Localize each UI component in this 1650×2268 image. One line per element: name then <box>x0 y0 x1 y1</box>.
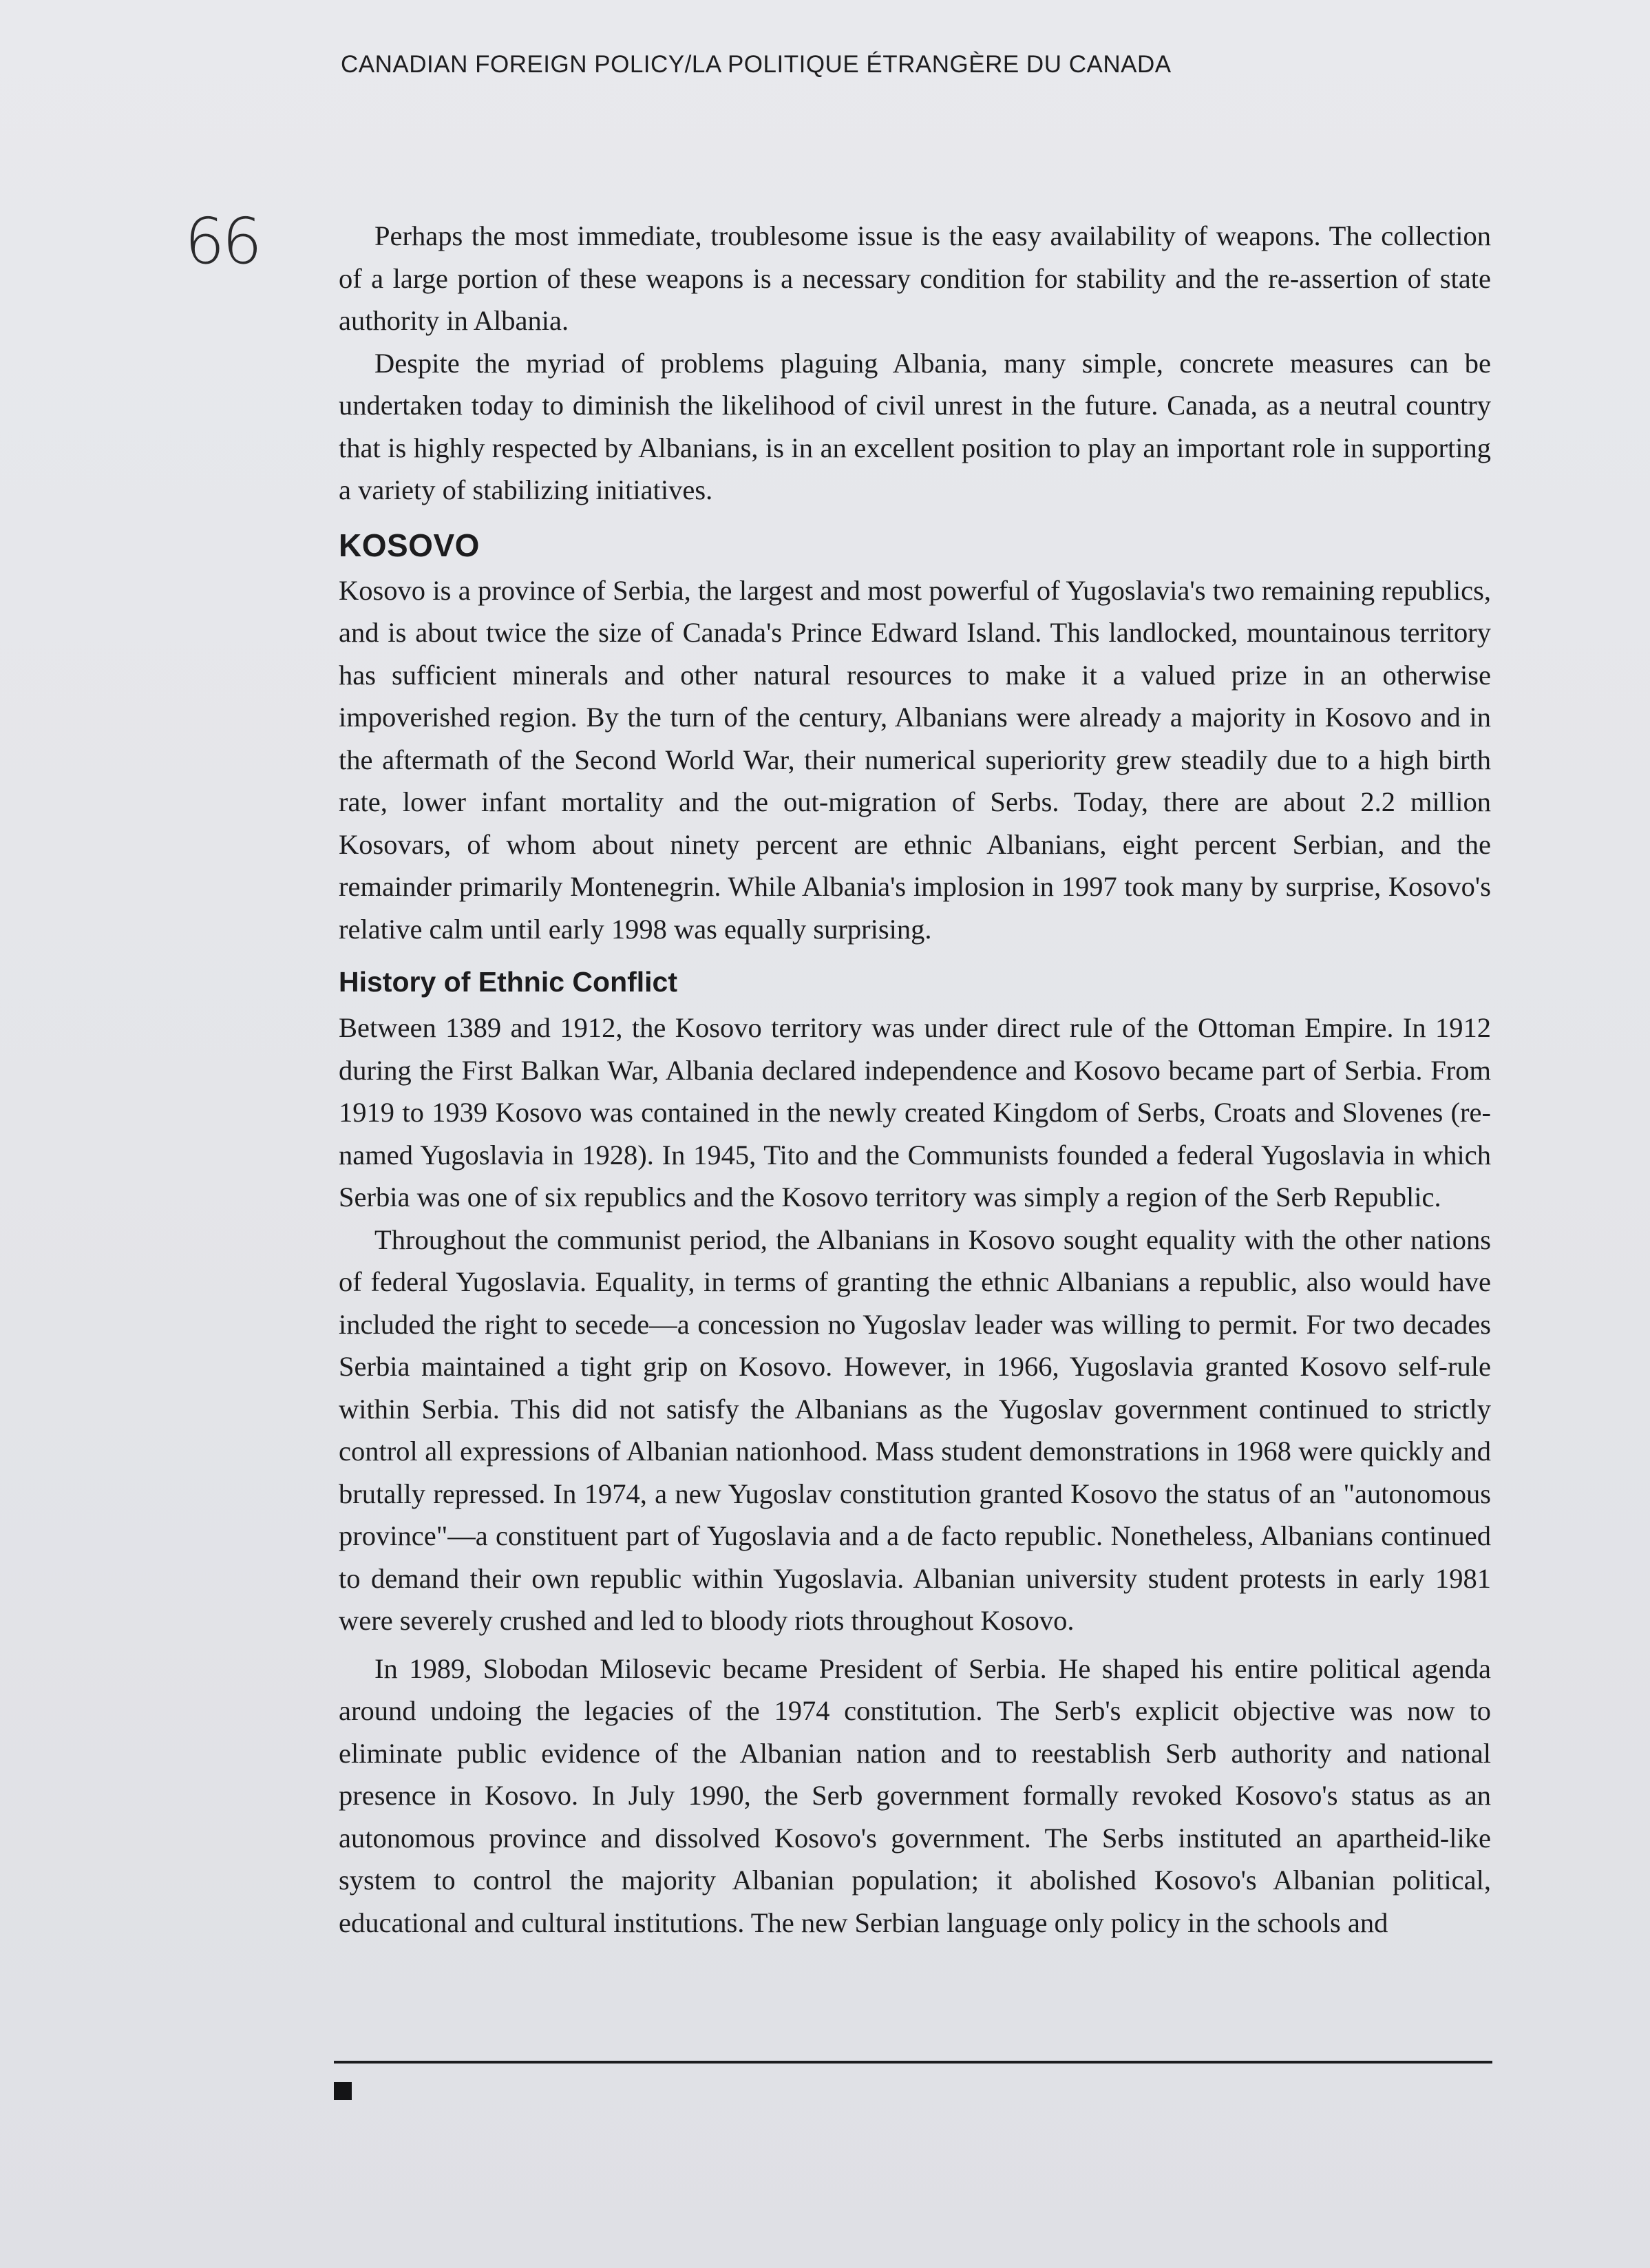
page-number: 66 <box>184 204 260 278</box>
paragraph: Kosovo is a province of Serbia, the largest and most powerful of Yugoslavia's two remaining republics, and is about twice the size of Canada's Prince Edward Island. This landlocked, mountainous territory has sufficient minerals and other natural resources to make it a valued prize in an otherwise impoverished region. By the turn of the century, Albanians were already a majority in Kosovo and in the aftermath of the Second World War, their numerical superiority grew steadily due to a high birth rate, lower infant mortality and the out-migration of Serbs. Today, there are about 2.2 million Kosovars, of whom about ninety percent are ethnic Albanians, eight percent Serbian, and the remainder primarily Montenegrin. While Albania's implosion in 1997 took many by surprise, Kosovo's relative calm until early 1998 was equally surprising. <box>339 574 1491 945</box>
paragraph: Despite the myriad of problems plaguing Albania, many simple, concrete measures can be undertaken today to diminish the likelihood of civil unrest in the future. Canada, as a neutral country that is highly respected by Albanians, is in an excellent position to play an important role in supporting a variety of stabilizing initiatives. <box>339 347 1491 505</box>
show-through-text <box>227 324 234 356</box>
footer-rule <box>334 2061 1492 2064</box>
body-text <box>339 215 1491 1944</box>
paragraph: Throughout the communist period, the Albanians in Kosovo sought equality with the other nations of federal Yugoslavia. Equality, in terms of granting the ethnic Albanians a republic, also would have included the right to secede—a concession no Yugoslav leader was willing to permit. For two decades Serbia maintained a tight grip on Kosovo. However, in 1966, Yugoslavia granted Kosovo self-rule within Serbia. This did not satisfy the Albanians as the Yugoslav government continued to strictly control all expressions of Albanian nationhood. Mass student demonstrations in 1968 were quickly and brutally repressed. In 1974, a new Yugoslav constitution granted Kosovo the status of an "autonomous province"—a constituent part of Yugoslavia and a de facto republic. Nonetheless, Albanians continued to demand their own republic within Yugoslavia. Albanian university student protests in early 1981 were severely crushed and led to bloody riots throughout Kosovo. <box>339 1224 1491 1636</box>
footer-square-marker <box>334 2082 352 2100</box>
paragraph: Between 1389 and 1912, the Kosovo territory was under direct rule of the Ottoman Empire. In 1912 during the First Balkan War, Albania declared independence and Kosovo became part of Serbia. From 1919 to 1939 Kosovo was contained in the newly created Kingdom of Serbs, Croats and Slovenes (re-named Yugoslavia in 1928). In 1945, Tito and the Communists founded a federal Yugoslavia in which Serbia was one of six republics and the Kosovo territory was simply a region of the Serb Republic. <box>339 1012 1491 1212</box>
subsection-heading-history: History of Ethnic Conflict <box>339 966 677 998</box>
section-heading-kosovo: KOSOVO <box>339 527 480 563</box>
running-header: CANADIAN FOREIGN POLICY/LA POLITIQUE ÉTRANGÈRE DU CANADA <box>341 51 1172 78</box>
paragraph: Perhaps the most immediate, troublesome issue is the easy availability of weapons. The collection of a large portion of these weapons is a necessary condition for stability and the re-assertion of state authority in Albania. <box>339 220 1491 336</box>
paragraph: In 1989, Slobodan Milosevic became President of Serbia. He shaped his entire political agenda around undoing the legacies of the 1974 constitution. The Serb's explicit objective was now to eliminate public evidence of the Albanian nation and to reestablish Serb authority and national presence in Kosovo. In July 1990, the Serb government formally revoked Kosovo's status as an autonomous province and dissolved Kosovo's government. The Serbs instituted an apartheid-like system to control the majority Albanian population; it abolished Kosovo's Albanian political, educational and cultural institutions. The new Serbian language only policy in the schools and <box>339 1652 1491 1938</box>
